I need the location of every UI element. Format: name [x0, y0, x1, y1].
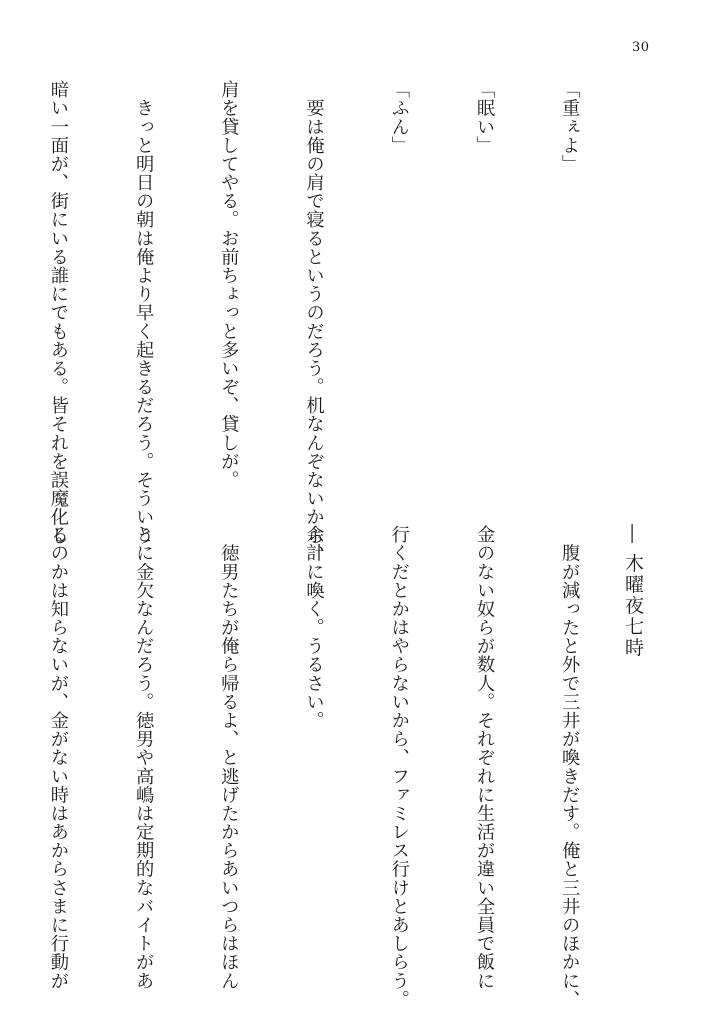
text-line: 行くだとかはやらないから、ファミレス行けとあしらう。: [388, 525, 410, 1009]
text-line: とに金欠なんだろう。徳男や高嶋は定期的なバイトがあ: [133, 525, 155, 990]
page-number: 30: [632, 40, 650, 55]
text-line: るのかは知らないが、金がない時はあからさまに行動が: [47, 525, 69, 990]
text-line: 「ふん」: [388, 80, 410, 155]
text-line: 「眠い」: [473, 80, 495, 155]
text-line: 「重ぇよ」: [559, 80, 581, 173]
text-line: 金のない奴らが数人。それぞれに生活が違い全員で飯に: [473, 525, 495, 990]
text-line: きっと明日の朝は俺より早く起きるだろう。そういう: [133, 80, 155, 545]
text-line: 徳男たちが俺ら帰るよ、と逃げたからあいつらはほん: [218, 525, 240, 990]
text-block-bottom: [47, 525, 640, 1009]
text-line: 暗い一面が、街にいる誰にでもある。皆それを誤魔化し: [47, 80, 69, 545]
text-line: 要は俺の肩で寝るというのだろう。机なんぞないから、: [303, 80, 325, 564]
chapter-heading: ― 木曜夜七時: [622, 524, 644, 659]
text-block-top: [47, 80, 640, 564]
text-line: 肩を貸してやる。お前ちょっと多いぞ、貸しが。: [218, 80, 240, 489]
text-line: 腹が減ったと外で三井が喚きだす。俺と三井のほかに、: [559, 525, 581, 1009]
text-line: 余計に喚く。うるさい。: [303, 525, 325, 730]
